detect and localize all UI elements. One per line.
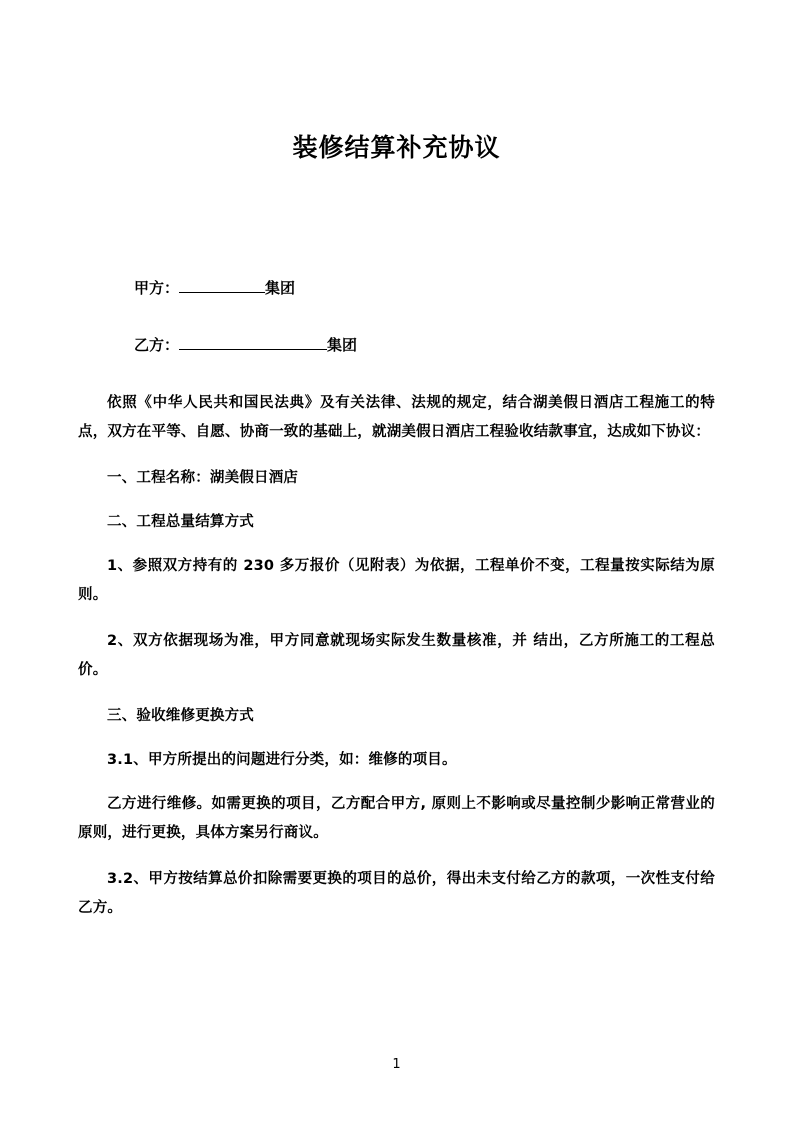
party-a-line xyxy=(78,275,715,302)
page-number: 1 xyxy=(392,1057,401,1072)
paragraph-2-1: 1、参照双方持有的 230 多万报价（见附表）为依据，工程单价不变，工程量按实际结为原则。 xyxy=(78,557,715,603)
page-title: 装修结算补充协议 xyxy=(292,133,501,162)
paragraph-3-2: 3.2、甲方按结算总价扣除需要更换的项目的总价，得出未支付给乙方的款项，一次性支付给乙方。 xyxy=(78,870,715,916)
paragraph-section-1: 一、工程名称：湖美假日酒店 xyxy=(107,469,299,486)
party-b-blank xyxy=(179,334,327,350)
paragraph-section-2: 二、工程总量结算方式 xyxy=(107,513,254,530)
paragraph-2-2: 2、双方依据现场为准，甲方同意就现场实际发生数量核准，并 结出，乙方所施工的工程总价。 xyxy=(78,632,715,678)
paragraph-preamble: 依照《中华人民共和国民法典》及有关法律、法规的规定，结合湖美假日酒店工程施工的特点，双方在平等、自愿、协商一致的基础上，就湖美假日酒店工程验收结款事宜，达成如下协议： xyxy=(78,394,715,440)
party-a-blank xyxy=(179,277,265,293)
party-a-label: 甲方： xyxy=(134,278,180,297)
party-a-suffix: 集团 xyxy=(265,278,296,297)
party-block xyxy=(78,275,715,359)
party-b-line xyxy=(78,332,715,359)
document-content xyxy=(78,0,715,940)
party-b-suffix: 集团 xyxy=(327,335,358,354)
paragraph-section-3: 三、验收维修更换方式 xyxy=(107,707,254,724)
paragraph-3-1-cont: 乙方进行维修。如需更换的项目，乙方配合甲方, 原则上不影响或尽量控制少影响正常营业的原则，进行更换，具体方案另行商议。 xyxy=(78,795,715,841)
paragraph-3-1: 3.1、甲方所提出的问题进行分类，如：维修的项目。 xyxy=(107,751,457,768)
party-b-label: 乙方： xyxy=(134,335,180,354)
